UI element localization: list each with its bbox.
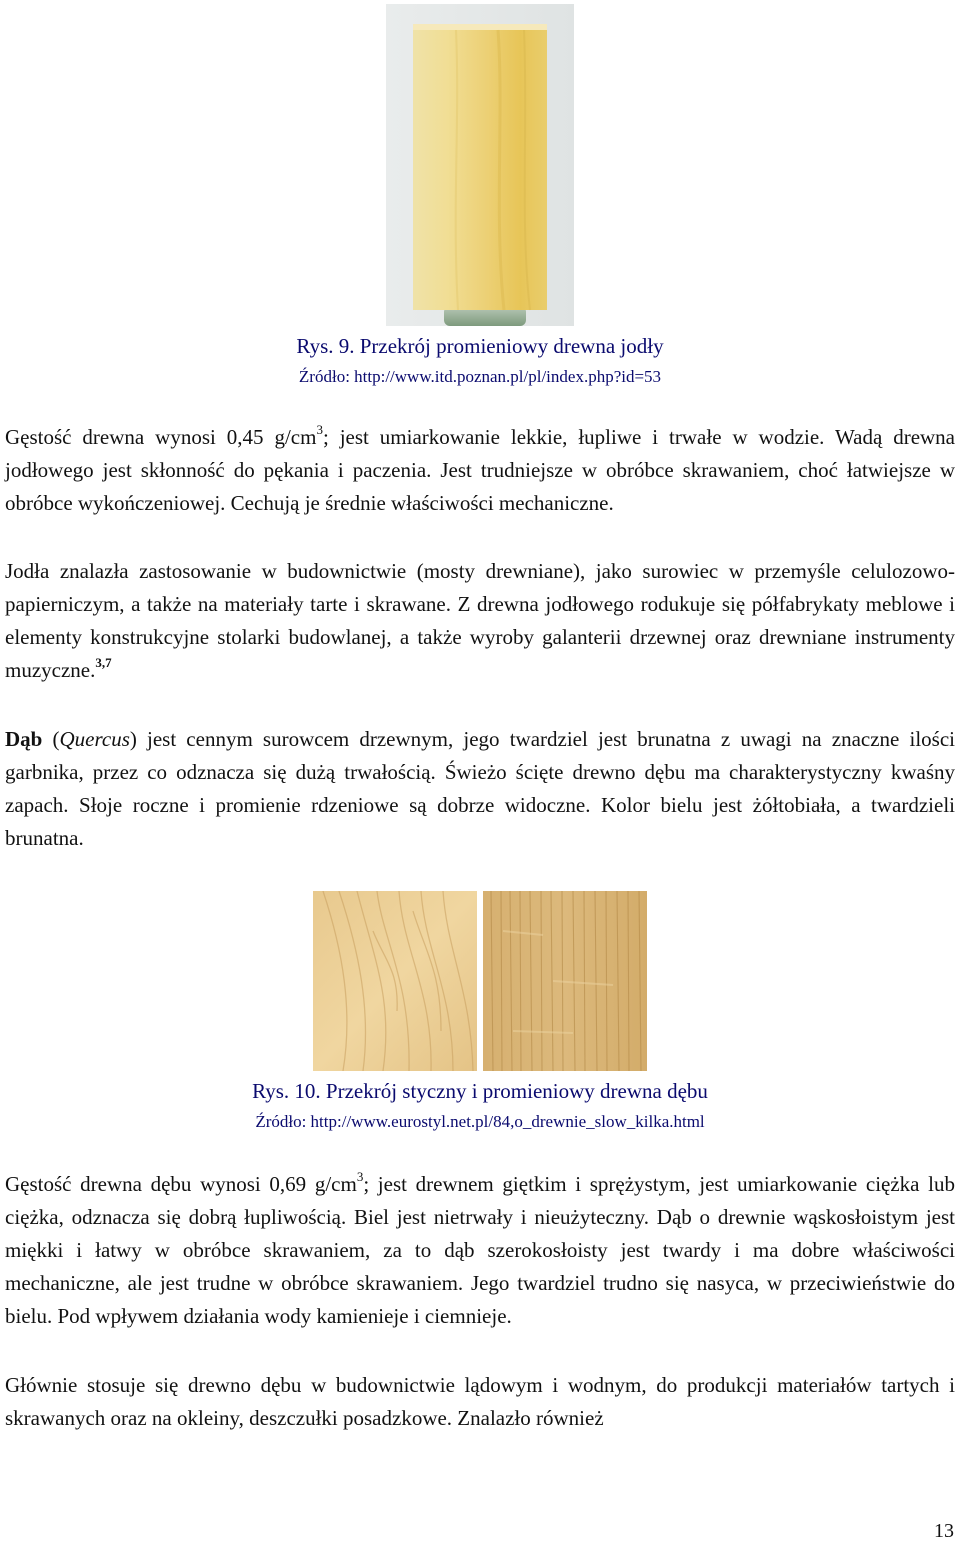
paren-open: ( xyxy=(42,727,60,751)
paragraph-fir-usage-text: Jodła znalazła zastosowanie w budownictwie (mosty drewniane), jako surowiec w przemyśle celulozowo-papierniczym, a także na materiały tarte i skrawane. Z drewna jodłowego rodukuje się półfabrykaty meblowe i elementy konstrukcyjne stolarki budowlanej, a także wyroby galanterii drzewnej oraz drewniane instrumenty muzyczne. xyxy=(5,559,955,682)
paragraph-fir-density-text-a: Gęstość drewna wynosi 0,45 g/cm xyxy=(5,425,317,449)
paragraph-oak-density xyxy=(5,1168,955,1333)
superscript-cubic: 3 xyxy=(316,422,323,437)
oak-radial-image xyxy=(483,891,647,1071)
paragraph-oak-density-text-a: Gęstość drewna dębu wynosi 0,69 g/cm xyxy=(5,1172,357,1196)
paragraph-oak-usage xyxy=(5,1369,955,1435)
oak-latin-name: Quercus xyxy=(59,727,130,751)
figure-10-caption: Rys. 10. Przekrój styczny i promieniowy drewna dębu xyxy=(252,1079,708,1103)
oak-radial-photo xyxy=(483,891,647,1071)
oak-tangential-photo xyxy=(313,891,477,1071)
paragraph-oak-intro-text: ) jest cennym surowcem drzewnym, jego twardziel jest brunatna z uwagi na znaczne ilości garbnika, przez co odznacza się dużą trwałością. Świeżo ścięte drewno dębu ma charakterystyczny kwaśny zapach. Słoje roczne i promienie rdzeniowe są dobrze widoczne. Kolor bielu jest żółtobiała, a twardzieli brunatna. xyxy=(5,727,955,850)
paragraph-fir-density xyxy=(5,421,955,520)
paragraph-oak-intro xyxy=(5,723,955,855)
paragraph-fir-density-text-b: ; jest umiarkowanie lekkie, łupliwe i trwałe w wodzie. Wadą drewna jodłowego jest skłonność do pękania i paczenia. Jest trudniejsze w obróbce skrawaniem, choć łatwiejsze w obróbce wykończeniowej. Cechują je średnie właściwości mechaniczne. xyxy=(5,425,956,515)
oak-tangential-image xyxy=(313,891,477,1071)
page-number: 13 xyxy=(934,1520,954,1542)
paragraph-oak-usage-text: Głównie stosuje się drewno dębu w budownictwie lądowym i wodnym, do produkcji materiałów tartych i skrawanych oraz na okleiny, deszczułki posadzkowe. Znalazło również xyxy=(5,1373,955,1430)
fir-wood-photo xyxy=(386,4,574,326)
oak-term: Dąb xyxy=(5,727,43,751)
citation-superscript: 3,7 xyxy=(95,655,112,670)
superscript-cubic-2: 3 xyxy=(356,1169,364,1184)
paragraph-oak-density-text-b: ; jest drewnem giętkim i sprężystym, jest umiarkowanie ciężka lub ciężka, odznacza się dobrą łupliwością. Biel jest nietrwały i nieużyteczny. Dąb o drewnie wąskosłoistym jest miękki i łatwy w obróbce skrawaniem, za to dąb szerokosłoisty jest twardy i ma dobre właściwości mechaniczne, ale jest trudne w obróbce skrawaniem. Jego twardziel trudno się nasyca, w przeciwieństwie do bielu. Pod wpływem działania wody kamienieje i ciemnieje. xyxy=(5,1172,955,1328)
fir-wood-image xyxy=(386,4,574,326)
figure-9-source: Źródło: http://www.itd.poznan.pl/pl/index.php?id=53 xyxy=(298,367,662,386)
figure-10-source: Źródło: http://www.eurostyl.net.pl/84,o_drewnie_slow_kilka.html xyxy=(255,1112,705,1131)
figure-9-caption: Rys. 9. Przekrój promieniowy drewna jodły xyxy=(296,334,664,358)
paragraph-fir-usage xyxy=(5,555,955,687)
